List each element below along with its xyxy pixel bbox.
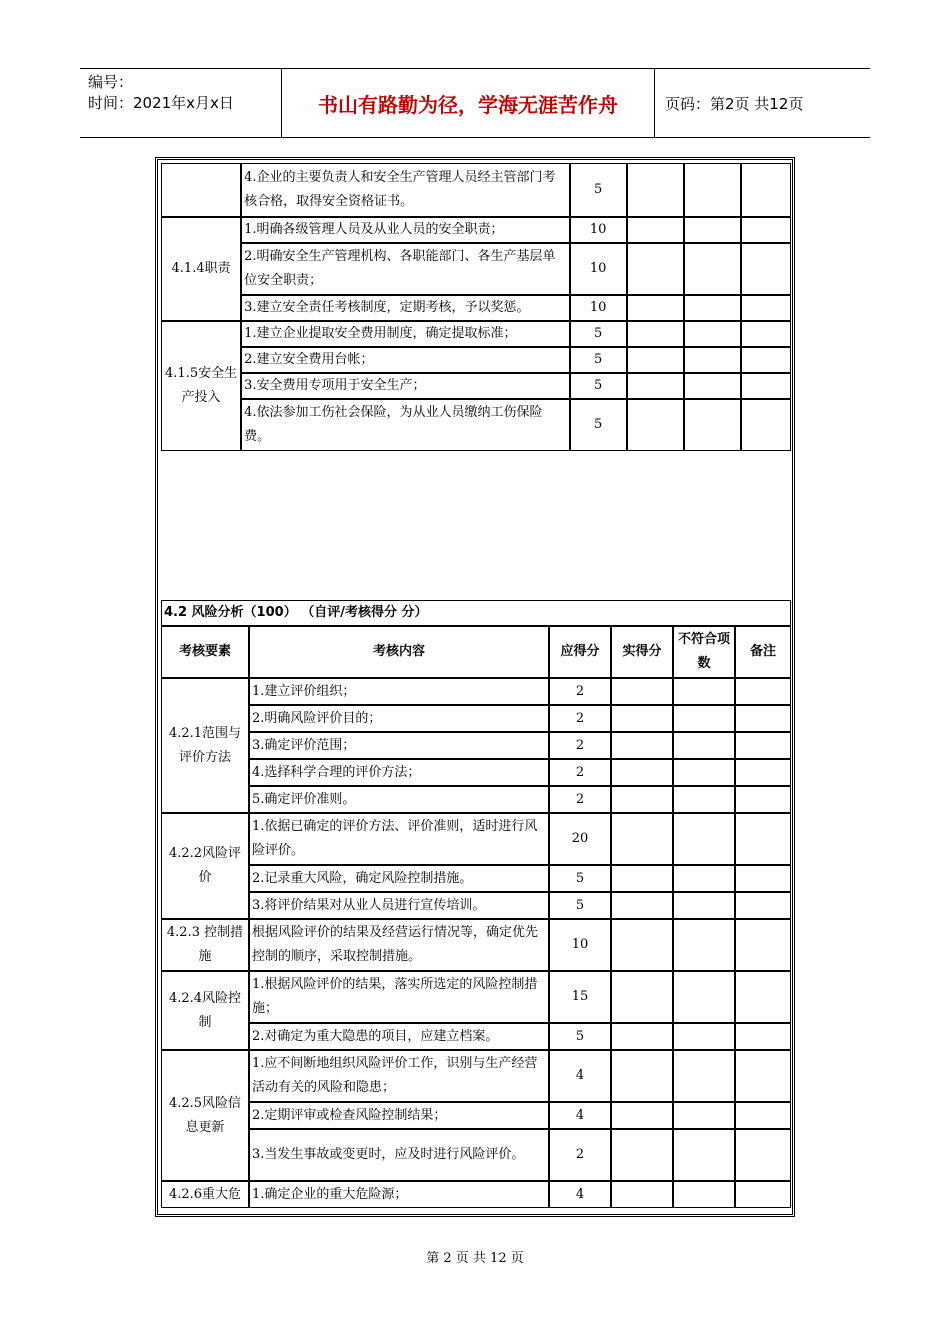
remark-cell[interactable]: [735, 865, 791, 892]
remark-cell[interactable]: [735, 1023, 791, 1050]
page-footer: 第 2 页 共 12 页: [426, 1251, 524, 1266]
score-cell: 2: [549, 678, 611, 705]
score-cell: 10: [570, 243, 627, 295]
score-cell: 4: [549, 1102, 611, 1129]
remark-cell[interactable]: [741, 399, 791, 451]
nonconform-cell[interactable]: [673, 786, 735, 813]
actual-score-cell[interactable]: [611, 892, 673, 919]
element-cell: 4.1.4职责: [161, 217, 241, 321]
score-cell: 5: [549, 865, 611, 892]
remark-cell[interactable]: [735, 1050, 791, 1102]
actual-score-cell[interactable]: [627, 243, 684, 295]
nonconform-cell[interactable]: [684, 295, 741, 321]
content-cell: 3.确定评价范围；: [249, 732, 549, 759]
content-cell: 5.确定评价准则。: [249, 786, 549, 813]
content-cell: 2.对确定为重大隐患的项目，应建立档案。: [249, 1023, 549, 1050]
content-cell: 2.明确安全生产管理机构、各职能部门、各生产基层单位安全职责；: [241, 243, 570, 295]
actual-score-cell[interactable]: [611, 1023, 673, 1050]
content-cell: 3.将评价结果对从业人员进行宣传培训。: [249, 892, 549, 919]
actual-score-cell[interactable]: [611, 971, 673, 1023]
actual-score-cell[interactable]: [611, 759, 673, 786]
actual-score-cell[interactable]: [611, 1102, 673, 1129]
remark-cell[interactable]: [741, 217, 791, 243]
table-row: [161, 705, 791, 732]
score-cell: 5: [570, 347, 627, 373]
content-cell: 1.明确各级管理人员及从业人员的安全职责；: [241, 217, 570, 243]
content-cell: 3.建立安全责任考核制度，定期考核，予以奖惩。: [241, 295, 570, 321]
element-cell: 4.2.6重大危: [161, 1181, 249, 1208]
actual-score-cell[interactable]: [611, 705, 673, 732]
element-cell: 4.1.5安全生产投入: [161, 321, 241, 451]
remark-cell[interactable]: [735, 759, 791, 786]
content-cell: 4.依法参加工伤社会保险，为从业人员缴纳工伤保险费。: [241, 399, 570, 451]
table-row: [161, 759, 791, 786]
nonconform-cell[interactable]: [684, 217, 741, 243]
actual-score-cell[interactable]: [611, 813, 673, 865]
header-expected-score: 应得分: [549, 626, 611, 678]
score-cell: 2: [549, 1129, 611, 1181]
table-row: [161, 399, 791, 451]
actual-score-cell[interactable]: [611, 1050, 673, 1102]
score-cell: 5: [570, 321, 627, 347]
content-cell: 根据风险评价的结果及经营运行情况等，确定优先控制的顺序，采取控制措施。: [249, 919, 549, 971]
content-cell: 1.建立评价组织；: [249, 678, 549, 705]
remark-cell[interactable]: [735, 892, 791, 919]
element-cell: 4.2.5风险信息更新: [161, 1050, 249, 1181]
content-cell: 4.企业的主要负责人和安全生产管理人员经主管部门考核合格，取得安全资格证书。: [241, 163, 570, 217]
table-row: [161, 865, 791, 892]
motto: 书山有路勤为径，学海无涯苦作舟: [282, 69, 655, 137]
score-cell: 2: [549, 705, 611, 732]
actual-score-cell[interactable]: [627, 373, 684, 399]
score-cell: 10: [570, 217, 627, 243]
score-cell: 2: [549, 732, 611, 759]
score-cell: 15: [549, 971, 611, 1023]
document-frame: [155, 157, 795, 1217]
nonconform-cell[interactable]: [684, 347, 741, 373]
element-cell-empty: [161, 163, 241, 217]
nonconform-cell[interactable]: [673, 1050, 735, 1102]
content-cell: 1.确定企业的重大危险源；: [249, 1181, 549, 1208]
remark-cell[interactable]: [735, 786, 791, 813]
table-row: [161, 1129, 791, 1181]
remark-cell[interactable]: [735, 971, 791, 1023]
section-title: 4.2 风险分析（100） （自评/考核得分 分）: [161, 600, 791, 626]
header-content: 考核内容: [249, 626, 549, 678]
actual-score-cell[interactable]: [611, 1129, 673, 1181]
content-cell: 2.明确风险评价目的；: [249, 705, 549, 732]
score-cell: 2: [549, 786, 611, 813]
nonconform-cell[interactable]: [673, 732, 735, 759]
nonconform-cell[interactable]: [684, 163, 741, 217]
table-row: [161, 678, 791, 705]
remark-cell[interactable]: [735, 1129, 791, 1181]
table-row: [161, 813, 791, 865]
nonconform-cell[interactable]: [673, 678, 735, 705]
actual-score-cell[interactable]: [627, 321, 684, 347]
table-risk-analysis: [161, 600, 791, 1208]
page-info: 页码：第2页 共12页: [665, 94, 804, 113]
score-cell: 4: [549, 1181, 611, 1208]
table-safety-responsibility: [161, 163, 791, 451]
table-row: [161, 1023, 791, 1050]
table-row: [161, 373, 791, 399]
nonconform-cell[interactable]: [673, 971, 735, 1023]
score-cell: 5: [570, 373, 627, 399]
content-cell: 1.依据已确定的评价方法、评价准则，适时进行风险评价。: [249, 813, 549, 865]
nonconform-cell[interactable]: [684, 399, 741, 451]
nonconform-cell[interactable]: [684, 243, 741, 295]
score-cell: 20: [549, 813, 611, 865]
score-cell: 10: [549, 919, 611, 971]
nonconform-cell[interactable]: [673, 759, 735, 786]
header-element: 考核要素: [161, 626, 249, 678]
header-row: [161, 626, 791, 678]
content-cell: 2.建立安全费用台帐；: [241, 347, 570, 373]
element-cell: 4.2.2风险评价: [161, 813, 249, 919]
nonconform-cell[interactable]: [673, 1023, 735, 1050]
score-cell: 5: [570, 399, 627, 451]
remark-cell[interactable]: [741, 243, 791, 295]
content-cell: 1.应不间断地组织风险评价工作，识别与生产经营活动有关的风险和隐患；: [249, 1050, 549, 1102]
remark-cell[interactable]: [741, 295, 791, 321]
remark-cell[interactable]: [735, 732, 791, 759]
table-row: [161, 163, 791, 217]
actual-score-cell[interactable]: [627, 217, 684, 243]
actual-score-cell[interactable]: [611, 919, 673, 971]
nonconform-cell[interactable]: [673, 1129, 735, 1181]
remark-cell[interactable]: [735, 919, 791, 971]
actual-score-cell[interactable]: [611, 678, 673, 705]
nonconform-cell[interactable]: [684, 373, 741, 399]
remark-cell[interactable]: [735, 813, 791, 865]
table-row: [161, 321, 791, 347]
actual-score-cell[interactable]: [627, 295, 684, 321]
remark-cell[interactable]: [741, 321, 791, 347]
section-title-row: [161, 600, 791, 626]
nonconform-cell[interactable]: [673, 892, 735, 919]
table-row: [161, 1050, 791, 1102]
nonconform-cell[interactable]: [673, 1181, 735, 1208]
table-row: [161, 919, 791, 971]
table-row: [161, 243, 791, 295]
header-actual-score: 实得分: [611, 626, 673, 678]
score-cell: 2: [549, 759, 611, 786]
score-cell: 10: [570, 295, 627, 321]
header-remark: 备注: [735, 626, 791, 678]
content-cell: 3.当发生事故或变更时，应及时进行风险评价。: [249, 1129, 549, 1181]
remark-cell[interactable]: [735, 678, 791, 705]
number-label: 编号：: [88, 73, 134, 91]
nonconform-cell[interactable]: [684, 321, 741, 347]
score-cell: 5: [570, 163, 627, 217]
remark-cell[interactable]: [741, 373, 791, 399]
actual-score-cell[interactable]: [611, 732, 673, 759]
actual-score-cell[interactable]: [611, 865, 673, 892]
remark-cell[interactable]: [741, 347, 791, 373]
page-header: [80, 68, 870, 138]
actual-score-cell[interactable]: [627, 399, 684, 451]
actual-score-cell[interactable]: [611, 1181, 673, 1208]
table-row: [161, 971, 791, 1023]
table-row: [161, 1181, 791, 1208]
score-cell: 5: [549, 892, 611, 919]
table-row: [161, 217, 791, 243]
content-cell: 2.定期评审或检查风险控制结果；: [249, 1102, 549, 1129]
table-row: [161, 892, 791, 919]
time-label: 时间：2021年x月x日: [88, 94, 234, 112]
nonconform-cell[interactable]: [673, 1102, 735, 1129]
content-cell: 1.建立企业提取安全费用制度，确定提取标准；: [241, 321, 570, 347]
actual-score-cell[interactable]: [627, 163, 684, 217]
table-row: [161, 1102, 791, 1129]
nonconform-cell[interactable]: [673, 705, 735, 732]
element-cell: 4.2.4风险控制: [161, 971, 249, 1050]
nonconform-cell[interactable]: [673, 919, 735, 971]
table-row: [161, 732, 791, 759]
element-cell: 4.2.1范围与评价方法: [161, 678, 249, 813]
content-cell: 1.根据风险评价的结果，落实所选定的风险控制措施；: [249, 971, 549, 1023]
header-meta: [80, 69, 282, 137]
nonconform-cell[interactable]: [673, 813, 735, 865]
content-cell: 3.安全费用专项用于安全生产；: [241, 373, 570, 399]
table-row: [161, 295, 791, 321]
score-cell: 5: [549, 1023, 611, 1050]
remark-cell[interactable]: [735, 705, 791, 732]
header-nonconform-count: 不符合项数: [673, 626, 735, 678]
table-row: [161, 786, 791, 813]
content-cell: 4.选择科学合理的评价方法；: [249, 759, 549, 786]
remark-cell[interactable]: [735, 1181, 791, 1208]
score-cell: 4: [549, 1050, 611, 1102]
actual-score-cell[interactable]: [611, 786, 673, 813]
content-cell: 2.记录重大风险，确定风险控制措施。: [249, 865, 549, 892]
remark-cell[interactable]: [741, 163, 791, 217]
nonconform-cell[interactable]: [673, 865, 735, 892]
table-row: [161, 347, 791, 373]
remark-cell[interactable]: [735, 1102, 791, 1129]
element-cell: 4.2.3 控制措施: [161, 919, 249, 971]
actual-score-cell[interactable]: [627, 347, 684, 373]
